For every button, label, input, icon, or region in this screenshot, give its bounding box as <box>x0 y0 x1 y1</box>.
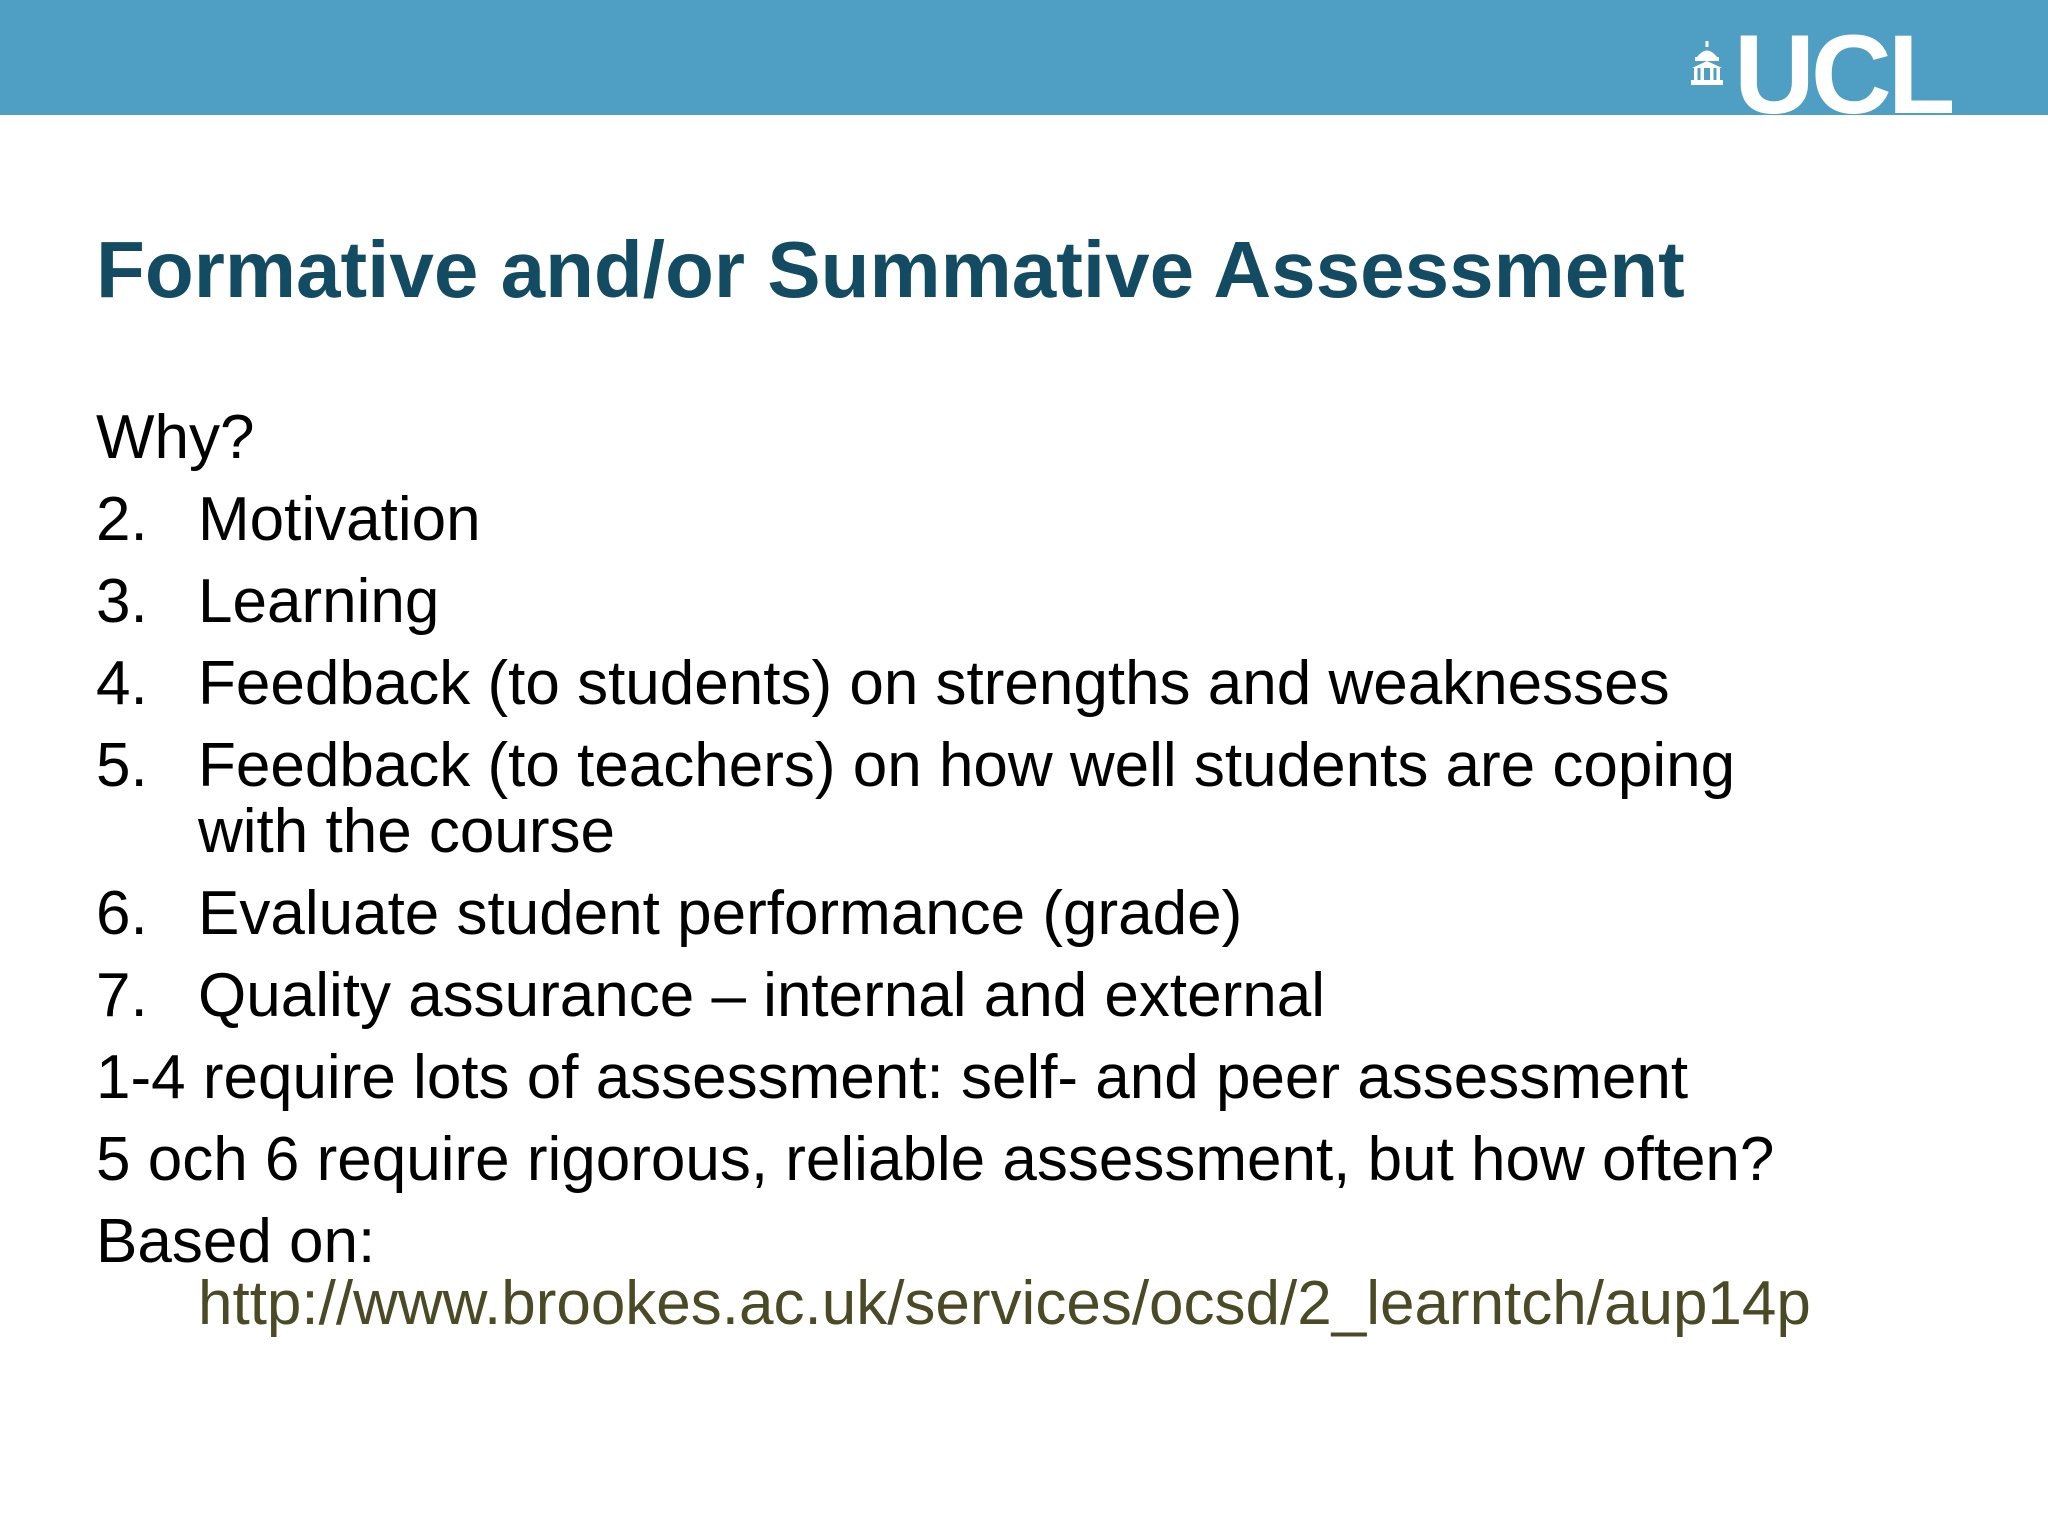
list-item-number: 5. <box>96 731 148 800</box>
based-on-label: Based on: <box>96 1207 376 1276</box>
list-item-text <box>198 725 1735 873</box>
list-item <box>96 955 1976 1037</box>
list-item-text: Evaluate student performance (grade) <box>198 879 1243 948</box>
ucl-logo <box>1690 30 1952 115</box>
header-band <box>0 0 2048 115</box>
list-item-number: 2. <box>96 485 148 554</box>
portico-icon <box>1690 41 1724 85</box>
logo-wordmark: UCL <box>1734 30 1953 115</box>
note-self-peer-assessment: 1-4 require lots of assessment: self- and peer assessment <box>96 1043 1689 1112</box>
list-item-number: 6. <box>96 879 148 948</box>
page-title: Formative and/or Summative Assessment <box>96 225 1685 314</box>
source-url-link[interactable]: http://www.brookes.ac.uk/services/ocsd/2_learntch/aup14p <box>198 1271 1811 1338</box>
list-item <box>96 561 1976 643</box>
source-url-row <box>96 1271 2048 1341</box>
list-item-number: 3. <box>96 567 148 636</box>
list-item <box>96 479 1976 561</box>
intro-line: Why? <box>96 403 255 472</box>
list-item-text-line2: with the course <box>198 797 615 866</box>
list-item-text: Learning <box>198 567 440 636</box>
list-item-text: Quality assurance – internal and external <box>198 961 1325 1030</box>
list-item-text: Feedback (to students) on strengths and weaknesses <box>198 649 1670 718</box>
list-item-text: Motivation <box>198 485 481 554</box>
list-item-text-line1: Feedback (to teachers) on how well students are coping <box>198 731 1736 800</box>
slide-body <box>96 397 1976 1341</box>
list-item <box>96 643 1976 725</box>
list-item-number: 4. <box>96 649 148 718</box>
list-item <box>96 873 1976 955</box>
list-item-number: 7. <box>96 961 148 1030</box>
list-item <box>96 725 1976 873</box>
note-rigorous-assessment: 5 och 6 require rigorous, reliable assessment, but how often? <box>96 1125 1775 1194</box>
